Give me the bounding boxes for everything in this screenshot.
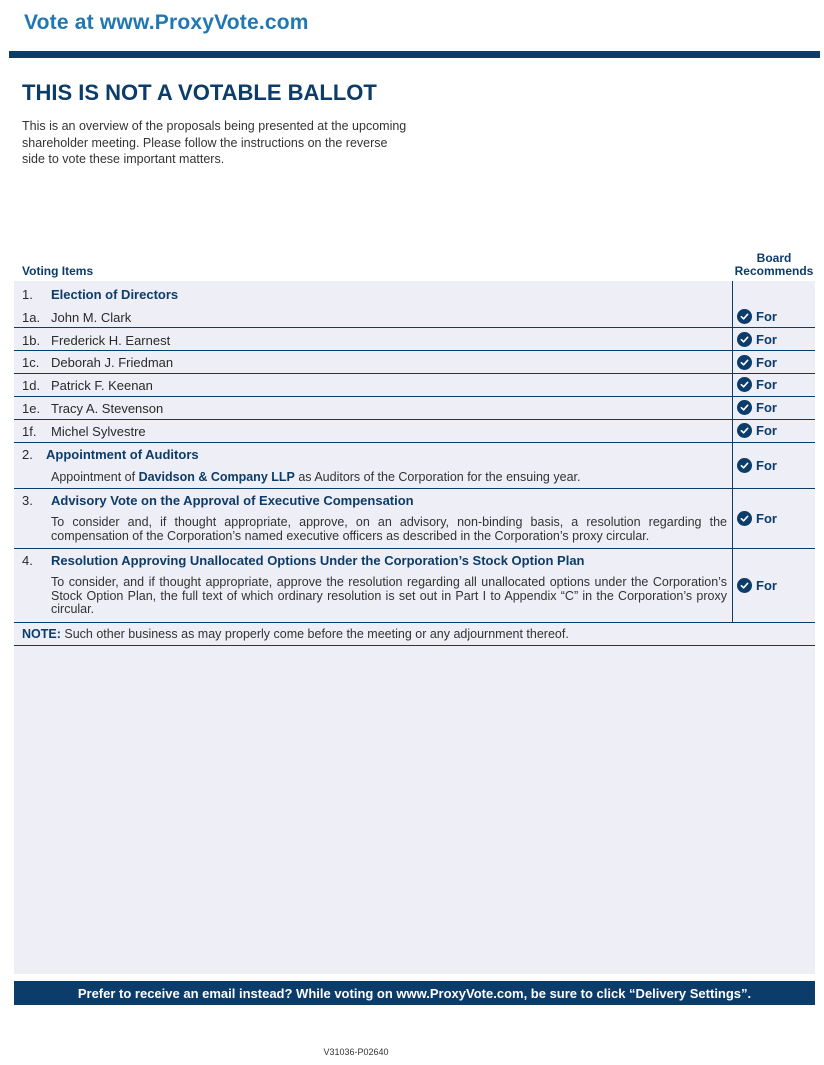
auditor-name: Davidson & Company LLP — [138, 470, 295, 484]
board-recommendation — [737, 511, 777, 526]
board-header-line2: Recommends — [734, 264, 814, 278]
voting-items-header: Voting Items — [22, 264, 94, 278]
document-code: V31036-P02640 — [323, 1047, 389, 1057]
board-recommendation — [737, 458, 777, 473]
item-title: Resolution Approving Unallocated Options Under the Corporation’s Stock Option Plan — [51, 553, 585, 568]
item-number: 1. — [22, 287, 33, 302]
row-divider — [14, 419, 815, 420]
director-number: 1b. — [22, 333, 41, 348]
board-recommendation — [737, 355, 777, 370]
page-title: THIS IS NOT A VOTABLE BALLOT — [22, 80, 377, 105]
director-number: 1e. — [22, 401, 41, 416]
intro-text: This is an overview of the proposals being presented at the upcoming shareholder meeting. Please follow the instructions on the reverse side to vote these important matters. — [22, 119, 407, 166]
check-circle-icon — [737, 458, 752, 473]
delivery-settings-banner: Prefer to receive an email instead? While voting on www.ProxyVote.com, be sure to click “Delivery Settings”. — [14, 981, 815, 1005]
item-number: 3. — [22, 493, 33, 508]
board-recommendation — [737, 309, 777, 324]
check-circle-icon — [737, 309, 752, 324]
desc-suffix: as Auditors of the Corporation for the ensuing year. — [298, 470, 581, 484]
director-name: Patrick F. Keenan — [51, 378, 153, 393]
row-divider — [14, 350, 815, 351]
check-circle-icon — [737, 511, 752, 526]
vote-url-heading: Vote at www.ProxyVote.com — [24, 11, 309, 34]
item-number: 2. — [22, 447, 33, 462]
director-name: John M. Clark — [51, 310, 132, 325]
check-circle-icon — [737, 377, 752, 392]
item-description — [51, 470, 580, 484]
note — [22, 627, 569, 641]
recommendation-label: For — [756, 578, 777, 593]
recommendation-label: For — [756, 511, 777, 526]
director-name: Frederick H. Earnest — [51, 333, 171, 348]
recommendation-label: For — [756, 332, 777, 347]
director-name: Deborah J. Friedman — [51, 355, 174, 370]
recommendation-label: For — [756, 377, 777, 392]
note-text: Such other business as may properly come before the meeting or any adjournment thereof. — [64, 627, 569, 641]
item-description: To consider, and if thought appropriate, approve the resolution regarding all unallocated options under the Corporation’s Stock Option Plan, the full text of which ordinary resolution is set out in Part I to Appendix “C” in the Corporation’s proxy circular. — [51, 575, 727, 616]
check-circle-icon — [737, 332, 752, 347]
row-divider — [14, 396, 815, 397]
row-divider — [14, 442, 815, 443]
row-divider — [14, 488, 815, 489]
item-description: To consider and, if thought appropriate, approve, on an advisory, non-binding basis, a resolution regarding the compensation of the Corporation’s named executive officers as described in the Corporation’s proxy circular. — [51, 515, 727, 543]
director-name: Michel Sylvestre — [51, 424, 146, 439]
item-title: Appointment of Auditors — [46, 447, 199, 462]
director-number: 1c. — [22, 355, 40, 370]
recommendation-label: For — [756, 458, 777, 473]
row-divider — [14, 548, 815, 549]
item-title: Election of Directors — [51, 287, 179, 302]
board-recommendation — [737, 423, 777, 438]
recommendation-label: For — [756, 355, 777, 370]
recommendation-label: For — [756, 400, 777, 415]
board-recommendation — [737, 400, 777, 415]
board-recommendation — [737, 332, 777, 347]
board-header-line1: Board — [756, 251, 792, 265]
board-recommends-header — [732, 252, 816, 278]
recommendation-label: For — [756, 309, 777, 324]
column-separator — [732, 281, 733, 622]
row-divider — [14, 373, 815, 374]
director-name: Tracy A. Stevenson — [51, 401, 164, 416]
desc-prefix: Appointment of — [51, 470, 136, 484]
director-number: 1a. — [22, 310, 41, 325]
recommendation-label: For — [756, 423, 777, 438]
row-divider — [14, 645, 815, 646]
item-title: Advisory Vote on the Approval of Executive Compensation — [51, 493, 414, 508]
director-number: 1f. — [22, 424, 37, 439]
item-number: 4. — [22, 553, 33, 568]
check-circle-icon — [737, 578, 752, 593]
board-recommendation — [737, 578, 777, 593]
check-circle-icon — [737, 400, 752, 415]
row-divider — [14, 622, 815, 623]
check-circle-icon — [737, 423, 752, 438]
director-number: 1d. — [22, 378, 41, 393]
top-rule — [9, 51, 820, 58]
board-recommendation — [737, 377, 777, 392]
row-divider — [14, 327, 815, 328]
check-circle-icon — [737, 355, 752, 370]
note-label: NOTE: — [22, 627, 61, 641]
